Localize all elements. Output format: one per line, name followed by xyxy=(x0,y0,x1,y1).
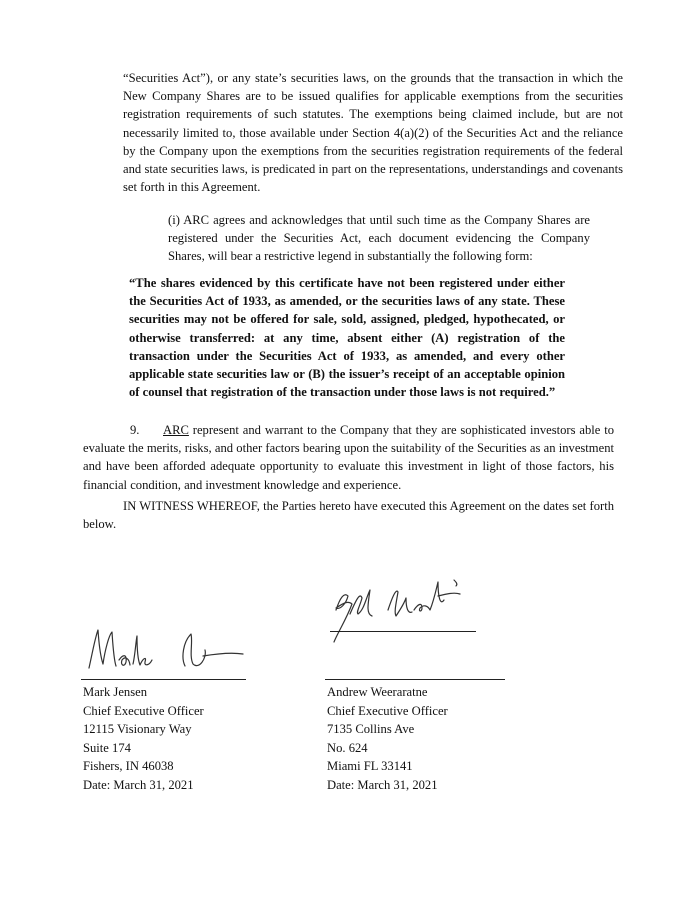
signatory-name: Andrew Weeraratne xyxy=(327,685,428,699)
signatory-address-line1: 7135 Collins Ave xyxy=(327,722,415,736)
signatory-block-left xyxy=(83,683,313,794)
witness-clause-text: IN WITNESS WHEREOF, the Parties hereto have executed this Agreement on the dates set forth below. xyxy=(83,499,614,532)
witness-clause xyxy=(83,497,614,533)
signatory-title: Chief Executive Officer xyxy=(83,703,204,718)
paragraph-securities-exemptions: “Securities Act”), or any state’s securities laws, on the grounds that the transaction in which the New Company Shares are to be issued qualifies for applicable exemptions from the securities registration requirements of such statutes. The exemptions being claimed include, but are not necessarily limited to, those available under Section 4(a)(2) of the Securities Act and the reliance by the Company upon the exemptions from the securities registration requirements of the federal and state securities laws, is predicated in part on the representations, understandings and covenants set forth in this Agreement. xyxy=(123,71,623,195)
restrictive-legend-text: “The shares evidenced by this certificate have not been registered under either the Securities Act of 1933, as amended, or the securities laws of any state. These securities may not be offered for sale, sold, assigned, pledged, hypothecated, or otherwise transferred: at any time, absent either (A) registration of the transaction under the Securities Act of 1933, as amended, and every other applicable state securities law or (B) the issuer’s receipt of an acceptable opinion of counsel that registration of the transaction under those laws is not required.” xyxy=(129,276,565,400)
arc-underlined: ARC xyxy=(163,423,189,437)
signature-line-right xyxy=(325,679,505,680)
signatory-name: Mark Jensen xyxy=(83,685,148,699)
paragraph-9-representations xyxy=(83,421,614,494)
signatory-date: Date: March 31, 2021 xyxy=(83,777,194,792)
signature-andrew-weeraratne xyxy=(326,570,486,645)
signatory-title: Chief Executive Officer xyxy=(327,703,448,718)
signatory-block-right xyxy=(327,683,557,794)
signature-mark-jensen xyxy=(85,620,250,680)
signatory-city: Miami FL 33141 xyxy=(327,759,413,773)
signatory-address-line1: 12115 Visionary Way xyxy=(83,722,192,736)
paragraph-9-body: represent and warrant to the Company that they are sophisticated investors able to evaluate the merits, risks, and other factors bearing upon the suitability of the Securities as an investment and have been afforded adequate opportunity to evaluate this investment in light of those factors, his financial condition, and investment knowledge and experience. xyxy=(83,423,614,492)
signatory-address-line2: Suite 174 xyxy=(83,740,131,755)
signatory-city: Fishers, IN 46038 xyxy=(83,759,174,773)
signature-underline-right xyxy=(330,631,476,632)
signatory-date: Date: March 31, 2021 xyxy=(327,777,438,792)
signature-line-left xyxy=(81,679,246,680)
signatory-address-line2: No. 624 xyxy=(327,740,368,755)
paragraph-restrictive-legend-intro: (i) ARC agrees and acknowledges that until such time as the Company Shares are registered under the Securities Act, each document evidencing the Company Shares, will bear a restrictive legend in substantially the following form: xyxy=(168,213,590,264)
paragraph-number: 9. xyxy=(130,423,140,437)
